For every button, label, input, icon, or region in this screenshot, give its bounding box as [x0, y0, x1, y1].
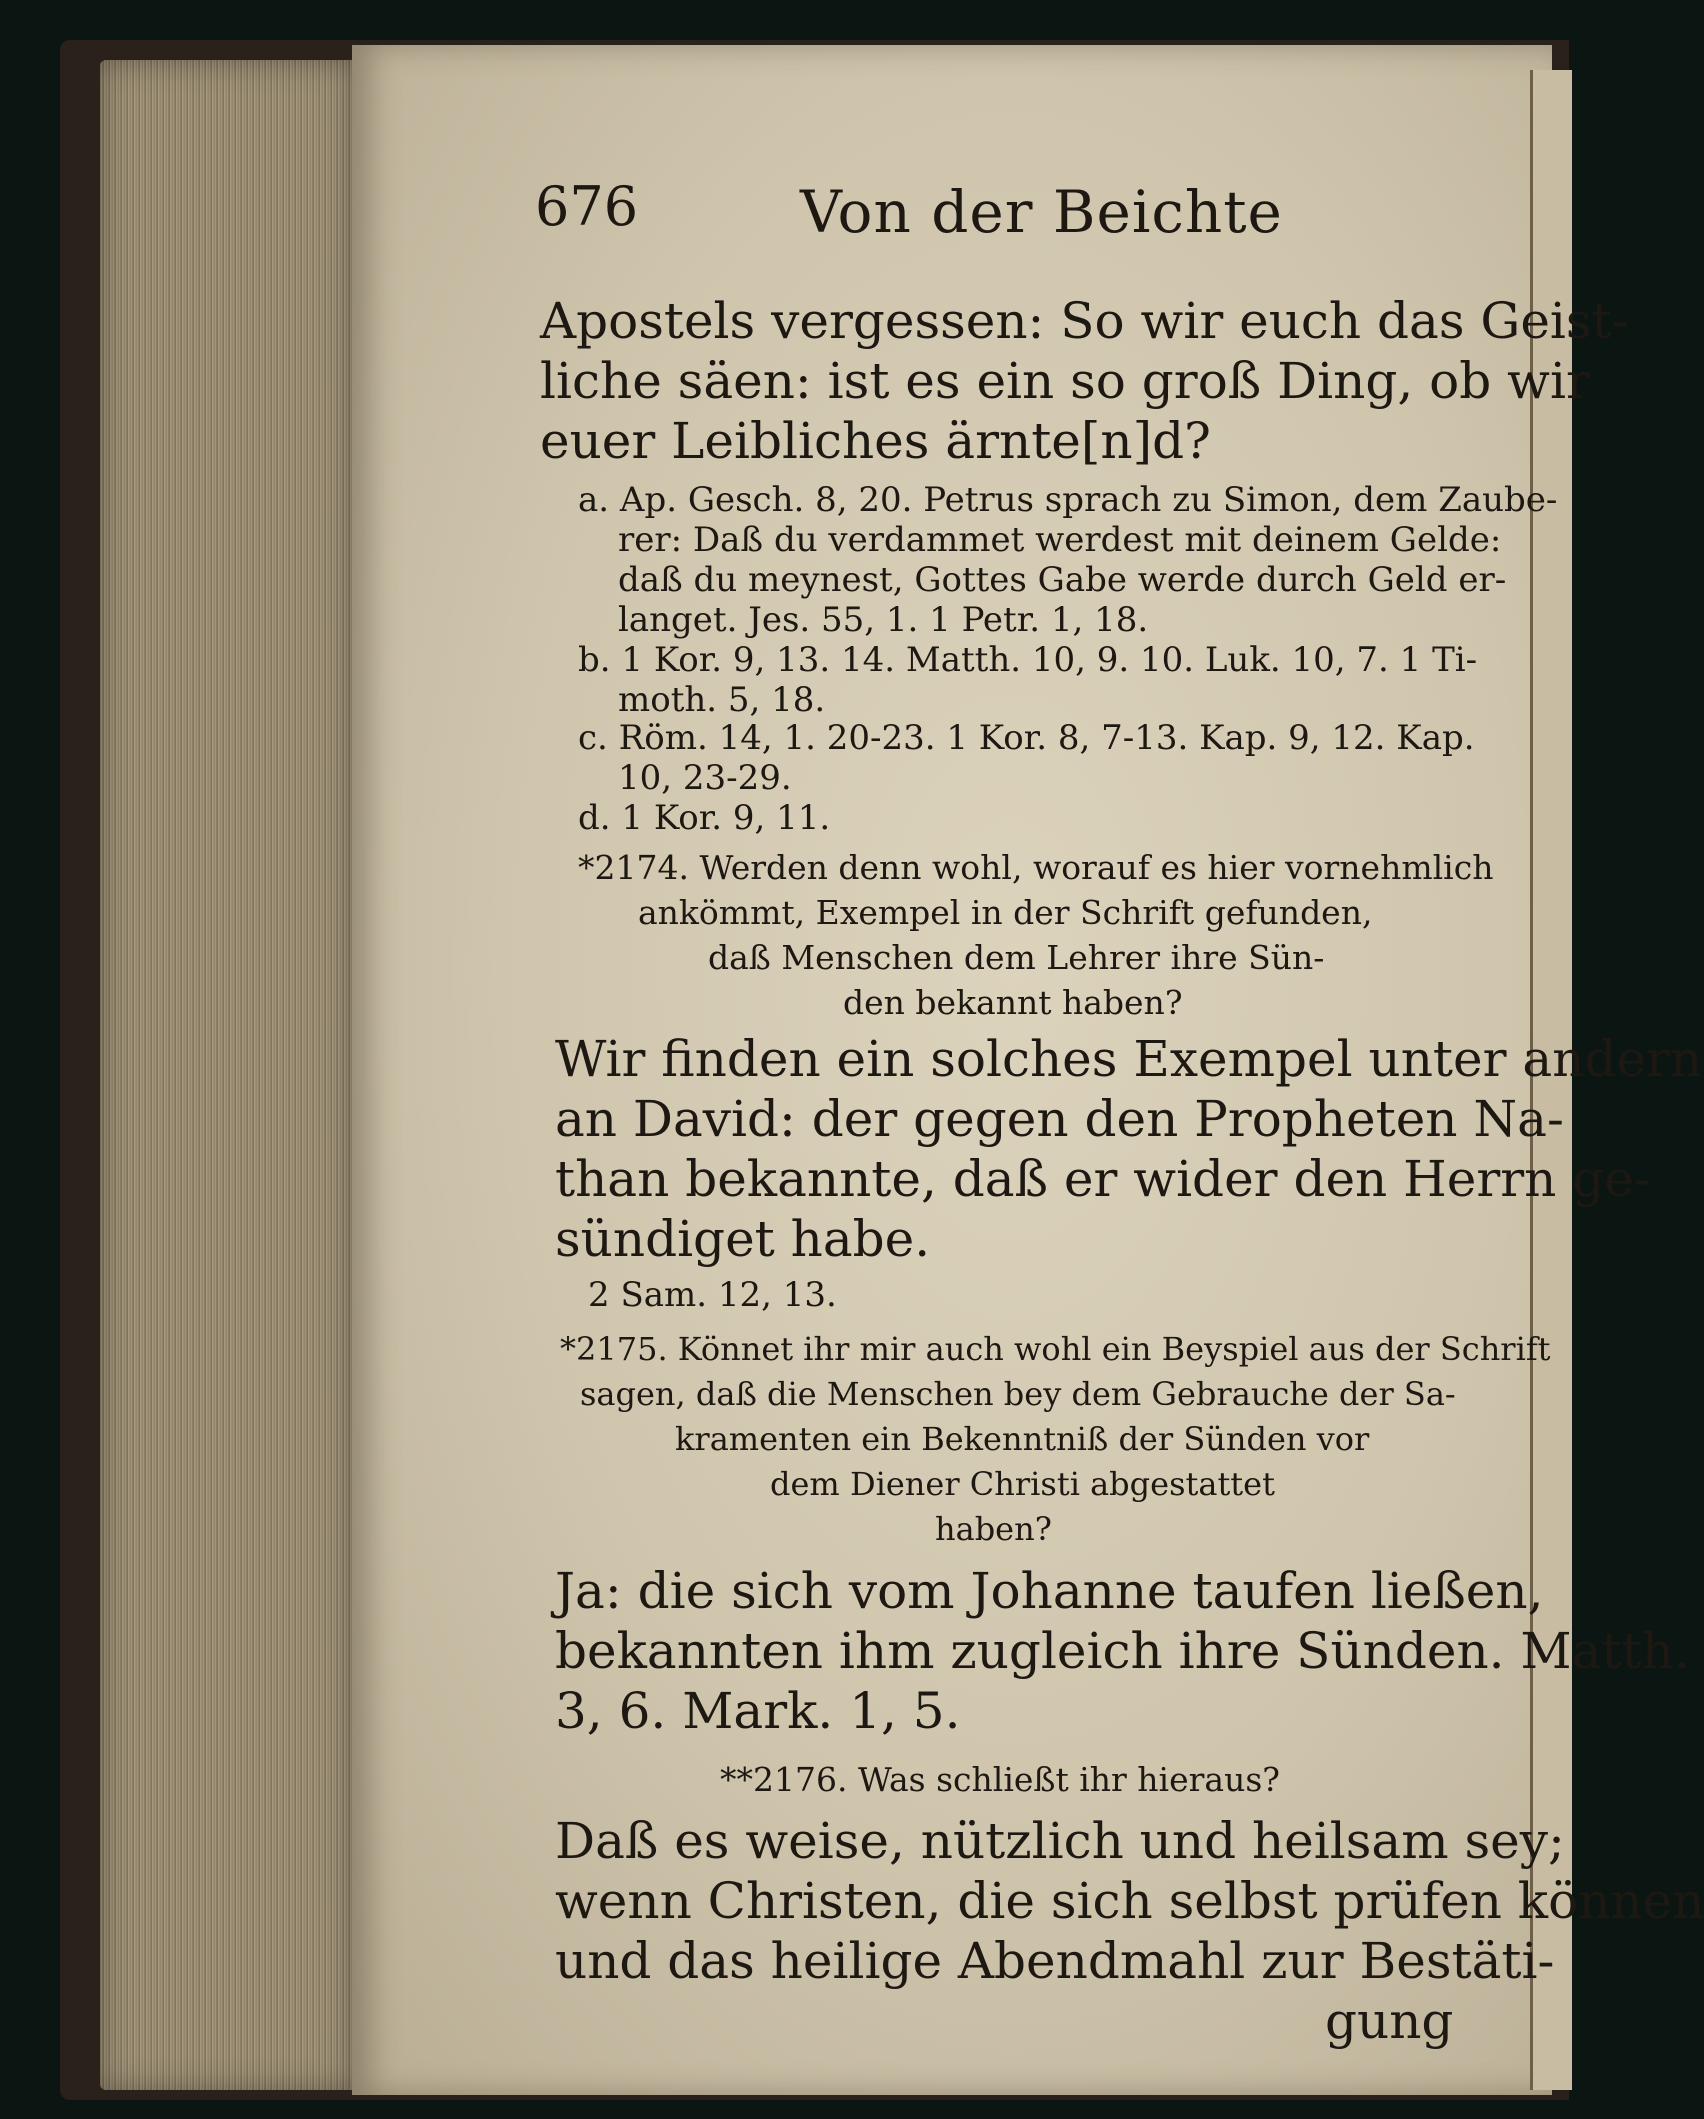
question-2175-line: haben? — [935, 1510, 1052, 1548]
footnote-line: d. 1 Kor. 9, 11. — [578, 798, 831, 838]
question-2176: **2176. Was schließt ihr hieraus? — [720, 1760, 1280, 1799]
question-2174-line: den bekannt haben? — [843, 983, 1183, 1022]
body-line: Apostels vergessen: So wir euch das Geist- — [540, 292, 1629, 350]
answer-2175-line: 3, 6. Mark. 1, 5. — [555, 1682, 961, 1740]
footnote-line: langet. Jes. 55, 1. 1 Petr. 1, 18. — [618, 600, 1149, 640]
question-2175-line: sagen, daß die Menschen bey dem Gebrauche der Sa- — [580, 1375, 1456, 1413]
answer-2175-line: Ja: die sich vom Johanne taufen ließen, — [555, 1562, 1544, 1620]
question-2174-line: daß Menschen dem Lehrer ihre Sün- — [708, 938, 1325, 977]
answer-2176-line: Daß es weise, nützlich und heilsam sey; — [555, 1812, 1565, 1870]
question-2175-line: dem Diener Christi abgestattet — [770, 1465, 1275, 1503]
footnote-line: c. Röm. 14, 1. 20-23. 1 Kor. 8, 7-13. Kap. 9, 12. Kap. — [578, 718, 1475, 758]
answer-2174-line: an David: der gegen den Propheten Na- — [555, 1090, 1564, 1148]
answer-2174-line: than bekannte, daß er wider den Herrn ge- — [555, 1150, 1651, 1208]
footnote-line: a. Ap. Gesch. 8, 20. Petrus sprach zu Simon, dem Zaube- — [578, 480, 1558, 520]
footnote-line: moth. 5, 18. — [618, 680, 826, 720]
answer-2174-line: sündiget habe. — [555, 1210, 931, 1268]
page-edges — [100, 60, 355, 2090]
catchword: gung — [1325, 1992, 1454, 2050]
question-2174-line: ankömmt, Exempel in der Schrift gefunden, — [638, 893, 1373, 932]
footnote-line: b. 1 Kor. 9, 13. 14. Matth. 10, 9. 10. Luk. 10, 7. 1 Ti- — [578, 640, 1478, 680]
footnote-line: 10, 23-29. — [618, 758, 792, 798]
page-number: 676 — [535, 175, 639, 238]
reference-2174: 2 Sam. 12, 13. — [588, 1275, 837, 1315]
question-2175-line: *2175. Könnet ihr mir auch wohl ein Beyspiel aus der Schrift — [560, 1330, 1551, 1368]
footnote-line: rer: Daß du verdammet werdest mit deinem Gelde: — [618, 520, 1502, 560]
question-2174-line: *2174. Werden denn wohl, worauf es hier vornehmlich — [578, 848, 1494, 887]
body-line: liche säen: ist es ein so groß Ding, ob wir — [540, 352, 1590, 410]
running-head: Von der Beichte — [800, 178, 1283, 246]
answer-2174-line: Wir finden ein solches Exempel unter andern — [555, 1030, 1703, 1088]
footnote-line: daß du meynest, Gottes Gabe werde durch Geld er- — [618, 560, 1507, 600]
body-line: euer Leibliches ärnte[n]d? — [540, 412, 1211, 470]
question-2175-line: kramenten ein Bekenntniß der Sünden vor — [675, 1420, 1370, 1458]
answer-2176-line: und das heilige Abendmahl zur Bestäti- — [555, 1932, 1555, 1990]
answer-2176-line: wenn Christen, die sich selbst prüfen können — [555, 1872, 1704, 1930]
answer-2175-line: bekannten ihm zugleich ihre Sünden. Matth. — [555, 1622, 1690, 1680]
